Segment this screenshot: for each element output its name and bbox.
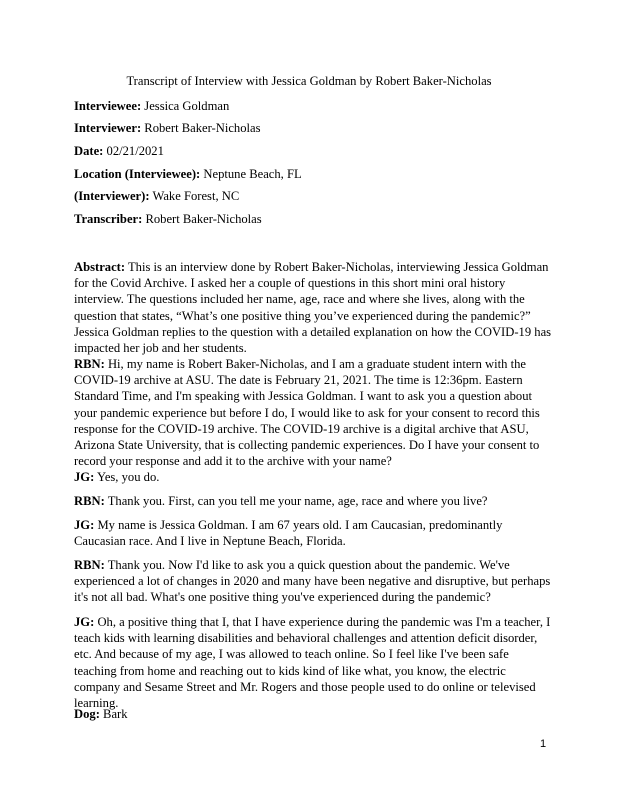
meta-value: Robert Baker-Nicholas <box>144 121 261 135</box>
meta-value: Neptune Beach, FL <box>203 167 302 181</box>
speaker-label: JG: <box>74 615 95 629</box>
utterance-text: Hi, my name is Robert Baker-Nicholas, and I am a graduate student intern with the COVID-19 archive at ASU. The date is February 21, 2021. The time is 12:36pm. Eastern Standard Time, and I'm speaking with Jessica Goldman. I want to ask you a question about your pandemic experience but before I do, I would like to ask for your consent to record this response for the COVID-19 archive. The COVID-19 archive is a digital archive that ASU, Arizona State University, that is collecting pandemic experiences. Do I have your consent to record your response and add it to the archive with your name? <box>74 357 540 469</box>
meta-value: Wake Forest, NC <box>152 189 240 203</box>
document-title: Transcript of Interview with Jessica Goldman by Robert Baker-Nicholas <box>126 74 492 88</box>
transcript-turn <box>74 614 552 711</box>
speaker-label: JG: <box>74 470 95 484</box>
abstract-paragraph <box>74 259 552 356</box>
transcript-turn <box>74 557 552 606</box>
transcript-turn <box>74 517 552 549</box>
abstract-label: Abstract: <box>74 260 126 274</box>
utterance-text: Bark <box>103 707 128 721</box>
utterance-text: Oh, a positive thing that I, that I have experience during the pandemic was I'm a teacher, I teach kids with learning disabilities and behavioral challenges and attention deficit disorder, etc. And because of my age, I was allowed to teach online. So I feel like I've been safe teaching from home and reaching out to kids kind of like what, you know, the electric company and Sesame Street and Mr. Rogers and those people used to do online or televised learning. <box>74 615 551 711</box>
abstract-text: This is an interview done by Robert Baker-Nicholas, interviewing Jessica Goldman for the Covid Archive. I asked her a couple of questions in this short mini oral history interview. The questions included her name, age, race and where she lives, along with the question that states, “What’s one positive thing you’ve experienced during the pandemic?” Jessica Goldman replies to the question with a detailed explanation on how the COVID-19 has impacted her job and her students. <box>74 260 552 356</box>
page-number: 1 <box>540 738 547 750</box>
speaker-label: Dog: <box>74 707 100 721</box>
meta-value: Jessica Goldman <box>144 99 230 113</box>
utterance-text: Yes, you do. <box>96 470 160 484</box>
meta-date <box>74 144 554 159</box>
utterance-text: Thank you. Now I'd like to ask you a quick question about the pandemic. We've experienced a lot of changes in 2020 and many have been negative and disruptive, but perhaps it's not all bad. What's one positive thing you've experienced during the pandemic? <box>74 558 551 605</box>
utterance-text: My name is Jessica Goldman. I am 67 years old. I am Caucasian, predominantly Caucasian race. And I live in Neptune Beach, Florida. <box>74 518 503 549</box>
utterance-text: Thank you. First, can you tell me your name, age, race and where you live? <box>107 494 488 508</box>
meta-value: 02/21/2021 <box>106 144 164 158</box>
meta-label: Interviewer: <box>74 121 142 135</box>
speaker-label: JG: <box>74 518 95 532</box>
meta-label: Interviewee: <box>74 99 142 113</box>
meta-interviewee <box>74 99 554 114</box>
meta-label: Location (Interviewee): <box>74 167 201 181</box>
meta-label: (Interviewer): <box>74 189 150 203</box>
speaker-label: RBN: <box>74 494 105 508</box>
meta-transcriber <box>74 212 554 227</box>
meta-value: Robert Baker-Nicholas <box>145 212 262 226</box>
meta-location-interviewee <box>74 167 554 182</box>
speaker-label: RBN: <box>74 558 105 572</box>
transcript-turn <box>74 469 552 485</box>
transcript-turn <box>74 356 552 469</box>
transcript-turn <box>74 706 552 722</box>
meta-location-interviewer <box>74 189 554 204</box>
meta-label: Transcriber: <box>74 212 143 226</box>
transcript-turn <box>74 493 552 509</box>
speaker-label: RBN: <box>74 357 105 371</box>
meta-interviewer <box>74 121 554 136</box>
meta-label: Date: <box>74 144 104 158</box>
